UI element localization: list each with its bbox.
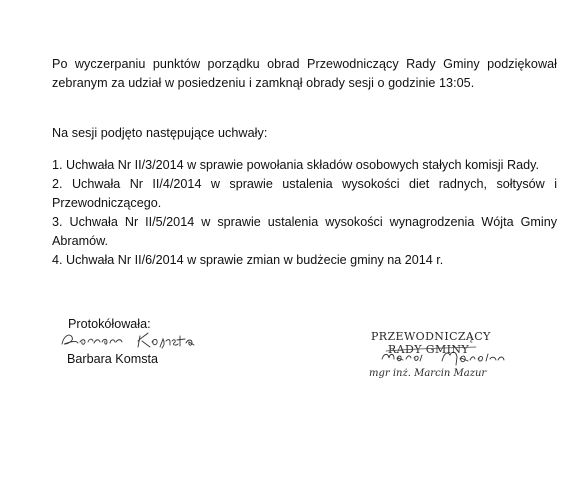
- stamp-subtitle: RADY GMINY: [388, 343, 470, 356]
- resolution-item: 3. Uchwała Nr II/5/2014 w sprawie ustalenia wysokości wynagrodzenia Wójta Gminy Abramów.: [52, 215, 557, 248]
- closing-paragraph: Po wyczerpaniu punktów porządku obrad Przewodniczący Rady Gminy podziękował zebranym za udział w posiedzeniu i zamknął obrady sesji o godzinie 13:05.: [52, 57, 557, 90]
- resolution-item: 1. Uchwała Nr II/3/2014 w sprawie powołania składów osobowych stałych komisji Rady.: [52, 158, 539, 172]
- protocol-label: Protokółowała:: [68, 317, 151, 331]
- resolutions-list: [52, 156, 557, 270]
- stamp-name: mgr inż. Marcin Mazur: [369, 368, 487, 379]
- resolution-item: 2. Uchwała Nr II/4/2014 w sprawie ustalenia wysokości diet radnych, sołtysów i Przewodniczącego.: [52, 177, 557, 210]
- protocol-handwritten-signature: [58, 327, 218, 353]
- resolution-item: 4. Uchwała Nr II/6/2014 w sprawie zmian w budżecie gminy na 2014 r.: [52, 253, 444, 267]
- stamp-title: PRZEWODNICZĄCY: [371, 330, 491, 343]
- resolutions-intro: Na sesji podjęto następujące uchwały:: [52, 126, 268, 140]
- chair-handwritten-signature: [380, 345, 520, 373]
- protocol-name: Barbara Komsta: [67, 352, 158, 366]
